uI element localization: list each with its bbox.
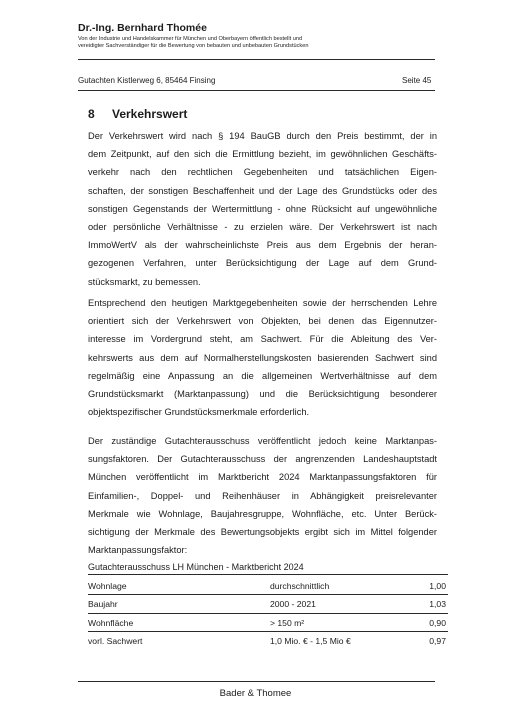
row-label: Baujahr xyxy=(88,599,118,610)
row-criterion: 1,0 Mio. € - 1,5 Mio € xyxy=(270,636,351,647)
author-credentials-line-2: vereidigter Sachverständiger für die Bewertung von bebauten und unbebauten Grundstücken xyxy=(78,43,309,49)
text-line: Entsprechend den heutigen Marktgegebenheiten sowie der herrschenden Lehre xyxy=(88,298,437,308)
text-line: dem Zeitpunkt, auf den sich die Ermittlung bezieht, im gewöhnlichen Geschäfts- xyxy=(88,149,437,160)
text-line: sungsfaktoren. Der Gutachterausschuss der angrenzenden Landeshauptstadt xyxy=(88,454,437,465)
row-criterion: 2000 - 2021 xyxy=(270,599,316,610)
market-adjustment-table xyxy=(88,577,448,651)
row-criterion: > 150 m² xyxy=(270,617,305,628)
report-address: Gutachten Kistlerweg 6, 85464 Finsing xyxy=(78,76,216,85)
text-line: oder persönliche Verhältnisse - zu erzielen wäre. Der Verkehrswert ist nach xyxy=(88,221,437,232)
paragraph-sachwert xyxy=(88,294,437,421)
table-title: Gutachterausschuss LH München - Marktbericht 2024 xyxy=(88,562,304,572)
footer-divider xyxy=(78,681,435,682)
text-line: Grundstücksmarkt (Marktanpassung) und die Berücksichtigung besonderer xyxy=(88,388,437,399)
header-divider xyxy=(78,59,435,60)
text-line: schaften, der sonstigen Beschaffenheit und der Lage des Grundstücks oder des xyxy=(88,185,437,196)
paragraph-verkehrswert-definition xyxy=(88,127,437,291)
table-row xyxy=(88,632,448,650)
section-number: 8 xyxy=(88,107,95,121)
row-factor: 1,00 xyxy=(429,581,446,591)
text-line: Der zuständige Gutachterausschuss veröffentlicht jedoch keine Marktanpas- xyxy=(88,436,437,446)
text-line: interesse im Vordergrund steht, am Sachwert. Für die Ableitung des Ver- xyxy=(88,334,437,345)
section-heading xyxy=(88,107,187,121)
table-row xyxy=(88,595,448,613)
table-row xyxy=(88,614,448,632)
row-label: vorl. Sachwert xyxy=(88,636,143,647)
text-line: kehrswerts aus dem auf Normalherstellungskosten basierenden Sachwert sind xyxy=(88,352,437,363)
footer-text: Bader & Thomee xyxy=(219,688,292,699)
row-criterion: durchschnittlich xyxy=(270,581,330,591)
text-line: Der Verkehrswert wird nach § 194 BauGB durch den Preis bestimmt, der in xyxy=(88,131,437,141)
row-label: Wohnlage xyxy=(88,581,127,591)
row-label: Wohnfläche xyxy=(88,617,134,628)
row-factor: 0,90 xyxy=(429,617,446,628)
text-line: Marktanpassungsfaktor: xyxy=(88,545,188,556)
subheader-divider xyxy=(78,90,435,91)
text-line: verkehr nach den rechtlichen Gegebenheiten und tatsächlichen Eigen- xyxy=(88,167,437,178)
text-line: Merkmale wie Wohnlage, Baujahresgruppe, Wohnfläche, etc. Unter Berück- xyxy=(88,508,437,519)
author-name: Dr.-Ing. Bernhard Thomée xyxy=(78,22,207,34)
text-line: sichtigung der Merkmale des Bewertungsobjekts ergibt sich im Mittel folgender xyxy=(88,526,437,537)
text-line: regelmäßig eine Anpassung an die allgemeinen Wertverhältnisse auf dem xyxy=(88,370,437,381)
text-line: stücksmarkt, zu bemessen. xyxy=(88,276,201,287)
table-top-rule xyxy=(88,574,448,575)
paragraph-marktanpassung xyxy=(88,432,437,559)
page-number: Seite 45 xyxy=(402,76,432,85)
table-row xyxy=(88,577,448,595)
section-title: Verkehrswert xyxy=(112,107,188,121)
text-line: objektspezifischer Grundstücksmerkmale erforderlich. xyxy=(88,407,310,418)
text-line: Einfamilien-, Doppel- und Reihenhäuser in Abhängigkeit preisrelevanter xyxy=(88,490,437,501)
author-credentials-line-1: Von der Industrie und Handelskammer für München und Oberbayern öffentlich bestellt und xyxy=(78,36,303,42)
text-line: sonstigen Gegenstands der Wertermittlung - ohne Rücksicht auf ungewöhnliche xyxy=(88,203,437,214)
row-factor: 0,97 xyxy=(429,636,446,647)
text-line: gezogenen Verfahren, unter Berücksichtigung der Lage auf dem Grund- xyxy=(88,258,437,269)
text-line: München veröffentlicht im Marktbericht 2024 Marktanpassungsfaktoren für xyxy=(88,472,437,483)
row-factor: 1,03 xyxy=(429,599,446,610)
text-line: ImmoWertV als der wahrscheinlichste Preis aus dem Ergebnis der heran- xyxy=(88,240,437,251)
text-line: orientiert sich der Verkehrswert von Objekten, bei denen das Eigennutzer- xyxy=(88,316,437,327)
